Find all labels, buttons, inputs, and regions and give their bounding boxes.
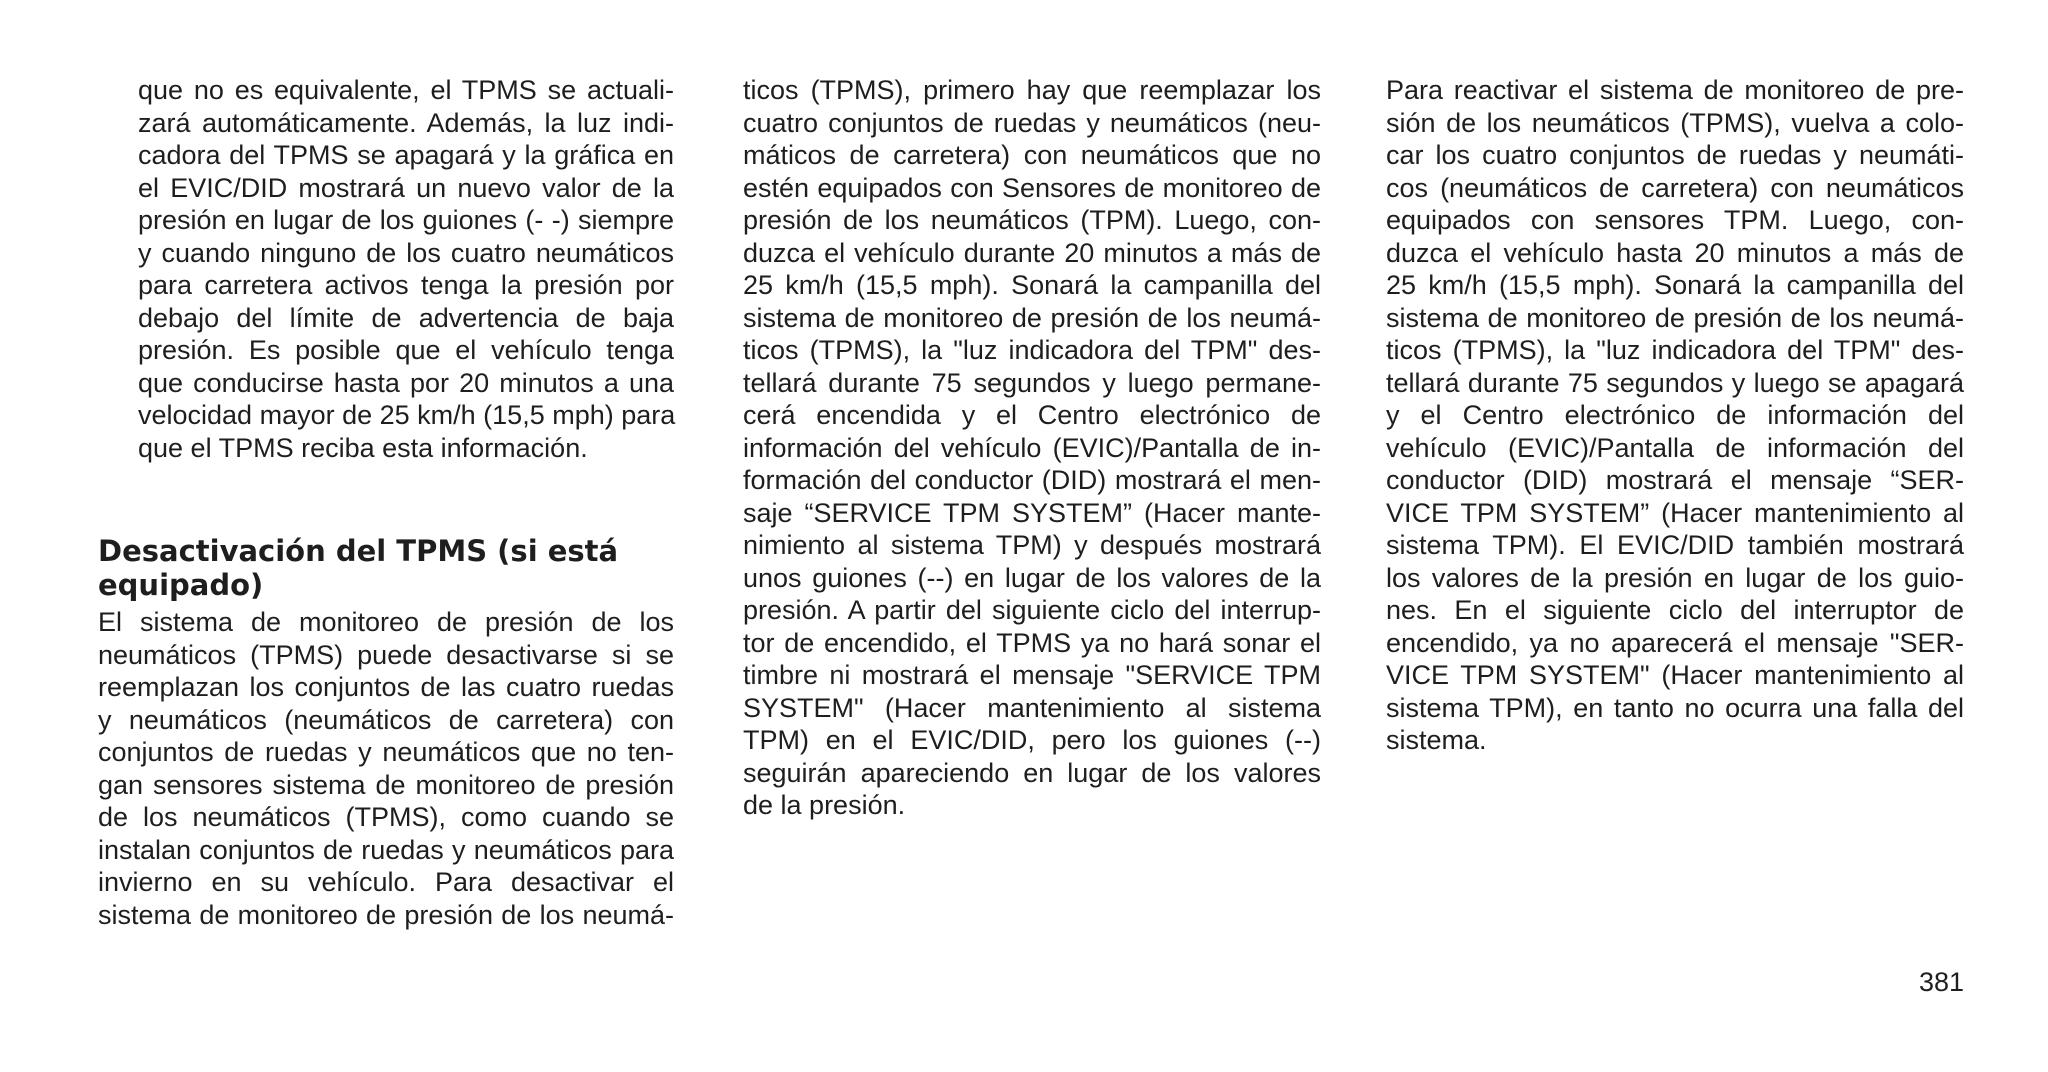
text-line: 25 km/h (15,5 mph). Sonará la campanilla del [743, 270, 1321, 300]
text-line: debajo del límite de advertencia de baja [138, 302, 674, 333]
text-line: Para reactivar el sistema de monitoreo de pre- [1386, 75, 1964, 105]
text-line: 25 km/h (15,5 mph). Sonará la campanilla del [1386, 270, 1964, 300]
text-line: que conducirse hasta por 20 minutos a una [138, 367, 674, 398]
column-1-body-paragraph [98, 606, 674, 931]
text-line: presión. Es posible que el vehículo tenga [138, 335, 674, 365]
section-heading [98, 534, 698, 602]
text-line: para carretera activos tenga la presión por [138, 270, 674, 300]
column-2-text [743, 74, 1321, 822]
body-paragraph-text [98, 606, 674, 931]
text-line: máticos de carretera) con neumáticos que no [743, 140, 1321, 170]
text-line: saje “SERVICE TPM SYSTEM” (Hacer mante- [743, 497, 1321, 528]
text-line: invierno en su vehículo. Para desactivar el [98, 867, 674, 897]
text-line: sión de los neumáticos (TPMS), vuelva a colo- [1386, 107, 1964, 138]
text-line: y cuando ninguno de los cuatro neumáticos [138, 237, 674, 268]
text-line: que el TPMS reciba esta información. [138, 432, 588, 463]
column-3-text [1386, 74, 1964, 757]
text-line: VICE TPM SYSTEM” (Hacer mantenimiento al [1386, 497, 1964, 528]
text-line: VICE TPM SYSTEM" (Hacer mantenimiento al [1386, 660, 1964, 690]
text-line: que no es equivalente, el TPMS se actuali- [138, 75, 674, 105]
text-line: conductor (DID) mostrará el mensaje “SER- [1386, 465, 1964, 495]
text-line: presión. A partir del siguiente ciclo del interrup- [743, 595, 1321, 625]
text-line: velocidad mayor de 25 km/h (15,5 mph) para [138, 400, 676, 430]
text-line: equipados con sensores TPM. Luego, con- [1386, 205, 1964, 235]
text-line: información del vehículo (EVIC)/Pantalla de in- [743, 432, 1321, 463]
text-line: de la presión. [743, 790, 906, 820]
column-1-intro-paragraph [138, 74, 674, 464]
page-number: 381 [1918, 967, 1964, 997]
text-line: seguirán apareciendo en lugar de los valores [743, 757, 1321, 788]
text-line: el EVIC/DID mostrará un nuevo valor de la [138, 172, 674, 203]
text-line: ticos (TPMS), primero hay que reemplazar los [743, 75, 1321, 105]
text-line: encendido, ya no aparecerá el mensaje "SER- [1386, 627, 1964, 658]
text-line: y neumáticos (neumáticos de carretera) con [98, 704, 674, 735]
text-line: sistema de monitoreo de presión de los neumá- [1386, 302, 1964, 333]
text-line: sistema de monitoreo de presión de los neumá- [743, 302, 1321, 333]
intro-paragraph-text [138, 74, 674, 464]
text-line: cadora del TPMS se apagará y la gráfica en [138, 140, 674, 170]
text-line: SYSTEM" (Hacer mantenimiento al sistema [743, 692, 1321, 723]
text-line: El sistema de monitoreo de presión de los [98, 607, 674, 637]
text-line: car los cuatro conjuntos de ruedas y neumáti- [1386, 140, 1964, 170]
text-line: conjuntos de ruedas y neumáticos que no ten- [98, 737, 674, 767]
text-line: gan sensores sistema de monitoreo de presión [98, 769, 674, 800]
text-line: sistema. [1386, 725, 1487, 755]
text-line: presión de los neumáticos (TPM). Luego, con- [743, 205, 1321, 235]
heading-line: Desactivación del TPMS (si está [98, 534, 619, 568]
text-line: cerá encendida y el Centro electrónico de [743, 400, 1321, 430]
column-3-paragraph [1386, 74, 1964, 757]
text-line: cuatro conjuntos de ruedas y neumáticos (neu- [743, 107, 1321, 138]
text-line: presión en lugar de los guiones (- -) siempre [138, 205, 674, 235]
text-line: los valores de la presión en lugar de los guio- [1386, 562, 1964, 593]
text-line: vehículo (EVIC)/Pantalla de información del [1386, 432, 1964, 463]
text-line: ticos (TPMS), la "luz indicadora del TPM" des- [1386, 335, 1964, 365]
text-line: duzca el vehículo hasta 20 minutos a más de [1386, 237, 1964, 268]
text-line: formación del conductor (DID) mostrará el men- [743, 465, 1321, 495]
text-line: zará automáticamente. Además, la luz indi- [138, 107, 674, 138]
text-line: unos guiones (--) en lugar de los valores de la [743, 562, 1321, 593]
text-line: reemplazan los conjuntos de las cuatro ruedas [98, 672, 674, 702]
text-line: nes. En el siguiente ciclo del interruptor de [1386, 595, 1964, 625]
text-line: TPM) en el EVIC/DID, pero los guiones (--) [743, 725, 1321, 755]
text-line: ticos (TPMS), la "luz indicadora del TPM" des- [743, 335, 1321, 365]
text-line: tellará durante 75 segundos y luego permane- [743, 367, 1321, 398]
column-2-paragraph [743, 74, 1321, 822]
text-line: tor de encendido, el TPMS ya no hará sonar el [743, 627, 1321, 658]
text-line: tellará durante 75 segundos y luego se apagará [1386, 367, 1964, 398]
text-line: instalan conjuntos de ruedas y neumáticos para [98, 834, 674, 865]
text-line: estén equipados con Sensores de monitoreo de [743, 172, 1321, 203]
text-line: cos (neumáticos de carretera) con neumáticos [1386, 172, 1964, 203]
text-line: de los neumáticos (TPMS), como cuando se [98, 802, 674, 832]
text-line: sistema TPM). El EVIC/DID también mostrará [1386, 530, 1964, 560]
text-line: duzca el vehículo durante 20 minutos a más de [743, 237, 1321, 268]
text-line: timbre ni mostrará el mensaje "SERVICE TPM [743, 660, 1321, 690]
text-line: y el Centro electrónico de información del [1386, 400, 1964, 430]
text-line: nimiento al sistema TPM) y después mostrará [743, 530, 1321, 560]
text-line: sistema de monitoreo de presión de los neumá- [98, 899, 674, 930]
text-line: sistema TPM), en tanto no ocurra una falla del [1386, 692, 1964, 723]
heading-line: equipado) [98, 568, 264, 602]
text-line: neumáticos (TPMS) puede desactivarse si se [98, 639, 674, 670]
